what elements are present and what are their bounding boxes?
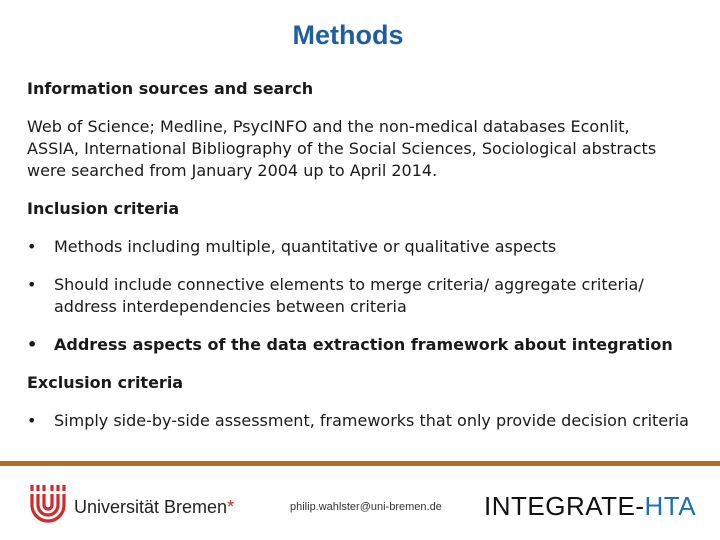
footer-rule bbox=[0, 461, 720, 466]
inclusion-item bbox=[27, 236, 707, 258]
bullet-icon: • bbox=[27, 237, 37, 256]
sources-text-line: ASSIA, International Bibliography of the Social Sciences, Sociological abstracts bbox=[27, 139, 657, 158]
inclusion-item-text: address interdependencies between criteria bbox=[54, 297, 407, 316]
project-brand bbox=[484, 491, 696, 522]
bullet-icon: • bbox=[27, 411, 37, 430]
inclusion-item bbox=[27, 274, 707, 318]
contact-email[interactable]: philip.wahlster@uni-bremen.de bbox=[290, 501, 442, 513]
inclusion-item bbox=[27, 334, 707, 356]
slide-title: Methods bbox=[292, 20, 404, 50]
inclusion-heading: Inclusion criteria bbox=[27, 199, 180, 218]
sources-heading: Information sources and search bbox=[27, 79, 314, 98]
sources-text-line: were searched from January 2004 up to April 2014. bbox=[27, 161, 438, 180]
exclusion-heading: Exclusion criteria bbox=[27, 373, 184, 392]
brand-part-1: INTEGRATE- bbox=[484, 491, 645, 521]
university-name bbox=[74, 497, 234, 518]
brand-part-2: HTA bbox=[644, 491, 697, 521]
bullet-icon: • bbox=[27, 275, 37, 294]
inclusion-item-text: Address aspects of the data extraction framework about integration bbox=[54, 335, 673, 354]
slide-content bbox=[27, 78, 707, 432]
inclusion-item-text: Should include connective elements to merge criteria/ aggregate criteria/ bbox=[54, 275, 644, 294]
inclusion-item-text: Methods including multiple, quantitative or qualitative aspects bbox=[54, 237, 557, 256]
sources-text-line: Web of Science; Medline, PsycINFO and the non-medical databases Econlit, bbox=[27, 117, 630, 136]
university-mark: * bbox=[227, 497, 235, 517]
university-name-text: Universität Bremen bbox=[74, 497, 228, 517]
bullet-icon: • bbox=[27, 335, 38, 354]
sources-text bbox=[27, 116, 707, 182]
exclusion-item-text: Simply side-by-side assessment, frameworks that only provide decision criteria bbox=[54, 411, 689, 430]
university-logo-icon bbox=[28, 483, 68, 531]
exclusion-item bbox=[27, 410, 707, 432]
